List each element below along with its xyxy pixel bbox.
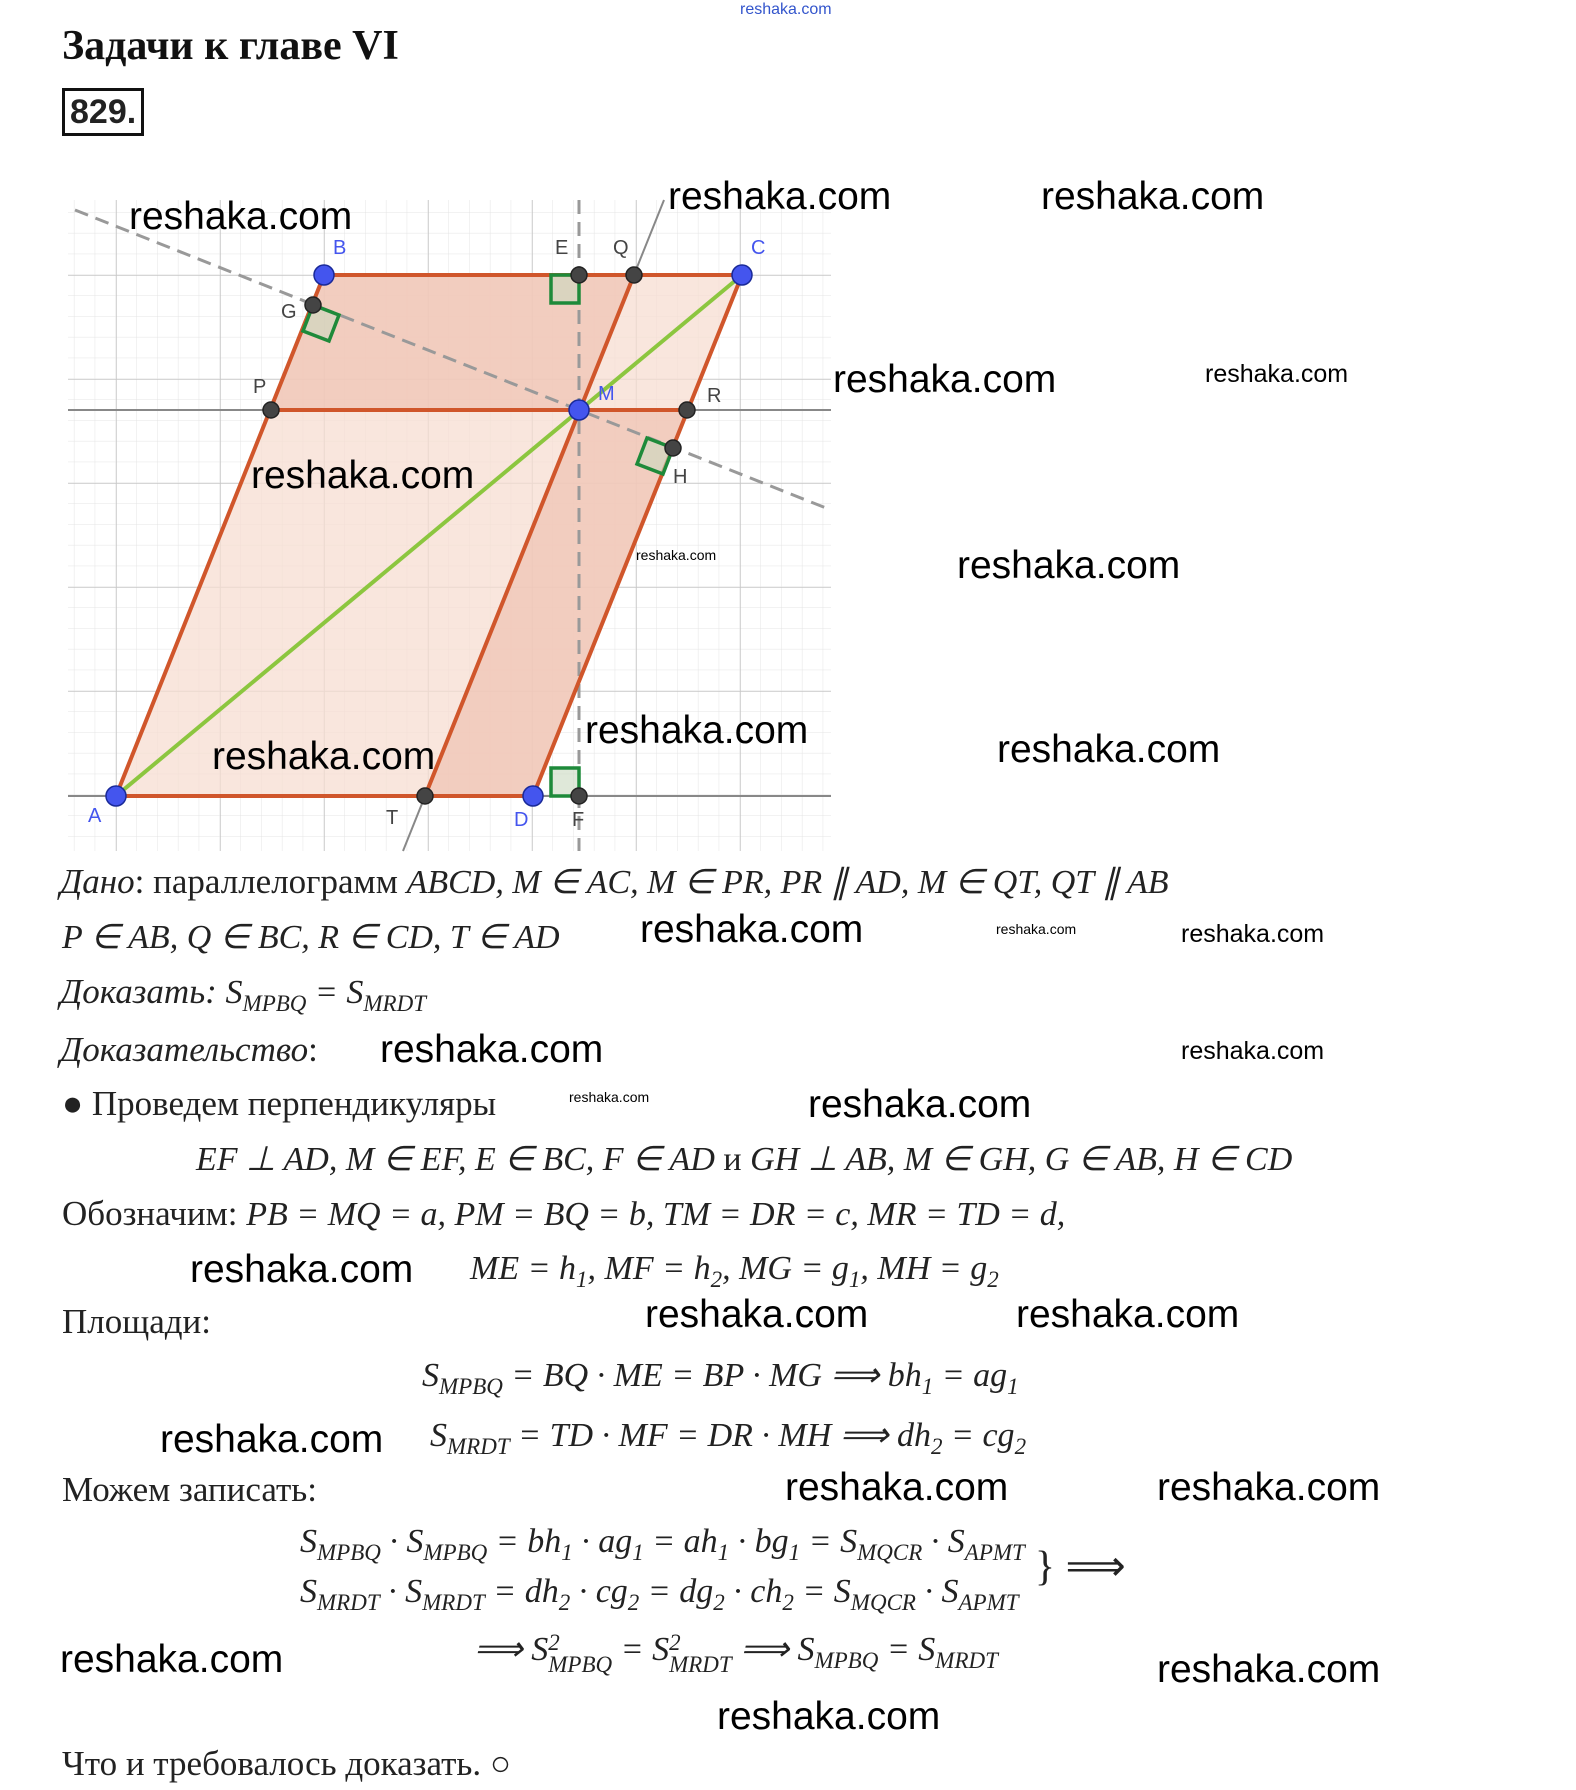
math-text: = S: [878, 1631, 936, 1668]
label-p: P: [253, 376, 267, 398]
write-label: Можем записать:: [62, 1470, 317, 1509]
watermark: reshaka.com: [380, 1028, 604, 1071]
perp-math: [196, 1140, 1292, 1180]
label-q: Q: [613, 237, 629, 259]
label-d: D: [514, 809, 529, 831]
math-subscript: MPBQ: [423, 1540, 488, 1565]
chapter-title: Задачи к главе VI: [62, 23, 399, 69]
math-subscript: 2: [782, 1590, 794, 1615]
prove-line: [60, 972, 426, 1016]
watermark: reshaka.com: [60, 1638, 284, 1681]
product-eq-2: [300, 1572, 1025, 1615]
math-text: ⟹ S: [731, 1631, 815, 1668]
math-subscript: MPBQ: [439, 1374, 503, 1399]
math-text: = BQ · ME = BP · MG ⟹ bh: [502, 1357, 922, 1394]
watermark: reshaka.com: [957, 544, 1181, 587]
given-label: Дано: [60, 862, 135, 901]
watermark: reshaka.com: [1016, 1293, 1240, 1336]
label-f: F: [572, 809, 585, 831]
math-subscript: 1: [921, 1374, 934, 1399]
math-text: ME = h: [470, 1250, 577, 1287]
math-text: · S: [380, 1523, 424, 1560]
math-subscript: MPBQ: [814, 1648, 879, 1673]
denote-line: [62, 1194, 1065, 1235]
math-subscript: MPBQ: [548, 1652, 613, 1677]
problem-number: 829.: [62, 88, 144, 136]
watermark: reshaka.com: [668, 175, 892, 218]
math-text: = S: [306, 974, 364, 1011]
math-text: S: [225, 974, 243, 1011]
math-text: · S: [915, 1573, 959, 1610]
math-text: = S: [793, 1573, 851, 1610]
watermark: reshaka.com: [833, 358, 1057, 401]
math-subscript: APMT: [958, 1590, 1019, 1615]
label-t: T: [386, 807, 399, 829]
given-math: [407, 864, 1169, 901]
watermark: reshaka.com: [645, 1293, 869, 1336]
math-subscript: 1: [1007, 1374, 1019, 1399]
watermark: reshaka.com: [717, 1695, 941, 1738]
math-subscript: 2: [710, 1267, 723, 1292]
watermark: reshaka.com: [1205, 360, 1349, 388]
math-text: PB = MQ = a, PM = BQ = b, TM = DR = c, MR = TD = d,: [246, 1196, 1066, 1233]
math-subscript: MPBQ: [242, 991, 307, 1016]
watermark: reshaka.com: [569, 1089, 650, 1105]
math-subscript: 2: [987, 1267, 999, 1292]
math-subscript: 2: [627, 1590, 640, 1615]
math-subscript: MRDT: [447, 1434, 510, 1459]
watermark: reshaka.com: [212, 735, 436, 778]
math-text: · ag: [572, 1523, 633, 1560]
math-text: = dh: [484, 1573, 559, 1610]
label-g: G: [281, 301, 297, 323]
watermark: reshaka.com: [251, 454, 475, 497]
watermark: reshaka.com: [636, 547, 717, 563]
watermark: reshaka.com: [1181, 920, 1325, 948]
math-text: = ag: [933, 1357, 1008, 1394]
math-text: S: [430, 1417, 447, 1454]
math-subscript: MRDT: [935, 1648, 998, 1673]
watermark: reshaka.com: [808, 1083, 1032, 1126]
qed-text: Что и требовалось доказать. ○: [62, 1744, 512, 1783]
prove-label: Доказать:: [60, 972, 226, 1011]
label-c: C: [751, 237, 766, 259]
math-subscript: 1: [788, 1540, 801, 1565]
area-eq-1: [422, 1356, 1019, 1399]
given-math-2: [62, 918, 560, 958]
math-text: , MH = g: [860, 1250, 988, 1287]
math-subscript: MQCR: [857, 1540, 923, 1565]
brace-implies: } ⟹: [1034, 1544, 1126, 1590]
math-text: GH ⊥ AB, M ∈ GH, G ∈ AB, H ∈ CD: [741, 1141, 1293, 1178]
math-supsub: [669, 1632, 732, 1676]
math-subscript: 1: [717, 1540, 730, 1565]
product-equation-column: [300, 1522, 1025, 1615]
math-text: = S: [612, 1631, 670, 1668]
areas-label: Площади:: [62, 1302, 211, 1341]
math-subscript: 1: [576, 1267, 588, 1292]
given-line: [60, 862, 1169, 903]
watermark: reshaka.com: [785, 1466, 1009, 1509]
label-b: B: [333, 237, 347, 259]
math-supsub: [548, 1632, 612, 1676]
math-text: · S: [922, 1523, 965, 1560]
watermark: reshaka.com: [1041, 175, 1265, 218]
prove-math: [225, 974, 426, 1016]
watermark: reshaka.com: [740, 1, 832, 18]
math-text: P ∈ AB, Q ∈ BC, R ∈ CD, T ∈ AD: [62, 919, 560, 956]
label-r: R: [707, 385, 722, 407]
area-eq-2: [430, 1416, 1027, 1459]
math-text: S: [300, 1523, 317, 1560]
math-text: ABCD, M ∈ AC, M ∈ PR, PR ∥ AD, M ∈ QT, QT ∥ AB: [406, 864, 1169, 901]
math-subscript: 2: [713, 1590, 725, 1615]
math-text: · cg: [570, 1573, 628, 1610]
math-subscript: 2: [558, 1590, 571, 1615]
watermark: reshaka.com: [1181, 1037, 1325, 1065]
math-text: = bh: [487, 1523, 562, 1560]
watermark: reshaka.com: [640, 908, 864, 951]
math-subscript: MQCR: [850, 1590, 916, 1615]
math-superscript: 2: [548, 1630, 560, 1655]
watermark: reshaka.com: [160, 1418, 384, 1461]
math-text: = dg: [639, 1573, 714, 1610]
given-text: : параллелограмм: [134, 862, 407, 901]
denote-math: [246, 1196, 1065, 1233]
denote-label: Обозначим:: [62, 1194, 247, 1233]
product-equations: [300, 1522, 1126, 1615]
math-text: S: [422, 1357, 439, 1394]
math-text: · S: [379, 1573, 423, 1610]
math-text: = cg: [942, 1417, 1015, 1454]
proof-label: Доказательство: [60, 1030, 309, 1069]
math-subscript: 2: [931, 1434, 943, 1459]
math-subscript: 2: [1014, 1434, 1027, 1459]
watermark: reshaka.com: [1157, 1648, 1381, 1691]
math-text: = ah: [643, 1523, 718, 1560]
math-subscript: MRDT: [317, 1590, 380, 1615]
denote-math-2: [470, 1249, 999, 1292]
watermark: reshaka.com: [997, 728, 1221, 771]
math-subscript: MRDT: [363, 991, 426, 1016]
label-e: E: [555, 237, 569, 259]
final-eq: [474, 1630, 998, 1676]
math-text: ⟹ S: [474, 1631, 549, 1668]
label-a: A: [88, 805, 102, 827]
math-subscript: 1: [632, 1540, 644, 1565]
math-text: EF ⊥ AD, M ∈ EF, E ∈ BC, F ∈ AD: [196, 1141, 724, 1178]
label-m: M: [598, 383, 615, 405]
math-text: S: [300, 1573, 317, 1610]
math-subscript: 1: [561, 1540, 573, 1565]
bullet-text: ● Проведем перпендикуляры: [62, 1084, 497, 1123]
math-superscript: 2: [669, 1630, 681, 1655]
product-eq-1: [300, 1522, 1025, 1565]
math-text: · ch: [724, 1573, 783, 1610]
math-word: и: [723, 1141, 742, 1178]
math-subscript: APMT: [964, 1540, 1025, 1565]
math-subscript: MPBQ: [317, 1540, 381, 1565]
watermark: reshaka.com: [1157, 1466, 1381, 1509]
math-subscript: MRDT: [669, 1652, 732, 1677]
watermark: reshaka.com: [190, 1248, 414, 1291]
math-subscript: 1: [848, 1267, 861, 1292]
math-text: = TD · MF = DR · MH ⟹ dh: [509, 1417, 932, 1454]
math-text: = S: [800, 1523, 858, 1560]
math-text: , MG = g: [722, 1250, 849, 1287]
watermark: reshaka.com: [585, 709, 809, 752]
proof-colon: :: [308, 1030, 318, 1069]
math-text: · bg: [729, 1523, 789, 1560]
label-h: H: [673, 466, 688, 488]
proof-heading: [60, 1030, 318, 1070]
math-subscript: MRDT: [422, 1590, 485, 1615]
watermark: reshaka.com: [996, 921, 1077, 937]
watermark: reshaka.com: [129, 195, 353, 238]
math-text: , MF = h: [587, 1250, 711, 1287]
